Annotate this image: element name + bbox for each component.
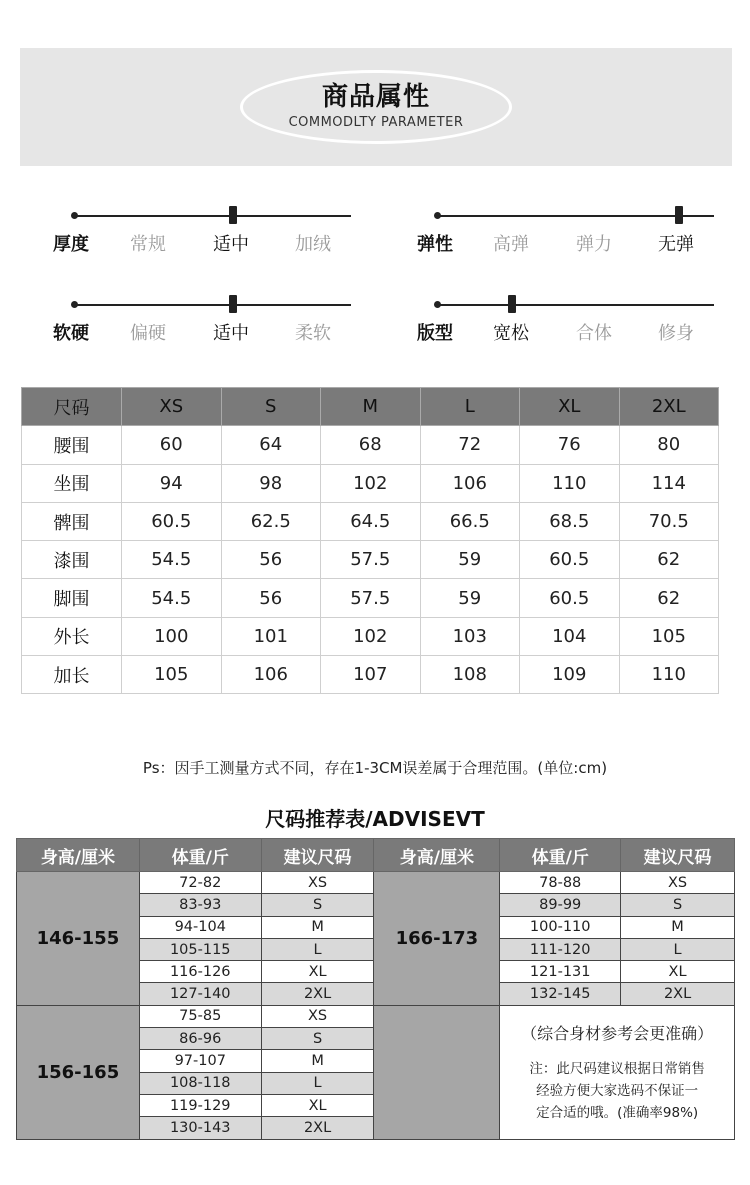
table-cell: 105	[619, 617, 719, 655]
column-header: M	[321, 388, 421, 426]
weight-cell: 86-96	[139, 1028, 261, 1050]
row-label: 脚围	[22, 579, 122, 617]
table-cell: 54.5	[122, 579, 222, 617]
table-cell: 60.5	[520, 579, 620, 617]
scale-line	[436, 215, 714, 217]
table-header-row	[17, 839, 735, 872]
weight-cell: 97-107	[139, 1050, 261, 1072]
attribute-elasticity	[417, 198, 714, 258]
page-title: 商品属性	[321, 82, 430, 112]
table-cell: 94	[122, 464, 222, 502]
option: 偏硬	[130, 323, 166, 344]
option: 高弹	[493, 234, 529, 255]
size-cell: XS	[261, 1005, 374, 1027]
table-cell: 68.5	[520, 502, 620, 540]
row-label: 外长	[22, 617, 122, 655]
row-label: 漆围	[22, 541, 122, 579]
weight-cell: 75-85	[139, 1005, 261, 1027]
empty-height-cell	[374, 1005, 500, 1139]
table-cell: 64	[221, 426, 321, 464]
table-row	[22, 426, 719, 464]
scale-marker	[508, 295, 516, 313]
table-cell: 108	[420, 656, 520, 694]
table-cell: 56	[221, 579, 321, 617]
option: 柔软	[295, 323, 331, 344]
table-cell: 80	[619, 426, 719, 464]
size-cell: L	[261, 1072, 374, 1094]
scale-dot	[434, 212, 441, 219]
option: 加绒	[295, 234, 331, 255]
size-cell: 2XL	[261, 983, 374, 1005]
table-cell: 60	[122, 426, 222, 464]
weight-cell: 119-129	[139, 1094, 261, 1116]
weight-cell: 132-145	[500, 983, 621, 1005]
table-cell: 60.5	[122, 502, 222, 540]
size-cell: XL	[261, 1094, 374, 1116]
table-cell: 70.5	[619, 502, 719, 540]
page-subtitle: COMMODLTY PARAMETER	[288, 115, 464, 130]
table-row	[22, 617, 719, 655]
table-cell: 68	[321, 426, 421, 464]
attribute-label: 版型	[417, 323, 453, 344]
weight-cell: 78-88	[500, 872, 621, 894]
size-cell: XS	[261, 872, 374, 894]
scale-dot	[71, 212, 78, 219]
size-cell: L	[621, 938, 735, 960]
column-header: L	[420, 388, 520, 426]
column-header: 身高/厘米	[374, 839, 500, 872]
size-cell: 2XL	[261, 1117, 374, 1139]
scale-marker	[229, 295, 237, 313]
table-row	[17, 1005, 735, 1027]
attribute-label: 软硬	[53, 323, 89, 344]
size-cell: 2XL	[621, 983, 735, 1005]
option: 修身	[658, 323, 694, 344]
scale-line	[73, 304, 351, 306]
table-cell: 66.5	[420, 502, 520, 540]
table-header-row	[22, 388, 719, 426]
table-row	[22, 541, 719, 579]
table-cell: 106	[420, 464, 520, 502]
scale-marker	[229, 206, 237, 224]
table-row	[22, 656, 719, 694]
table-cell: 57.5	[321, 541, 421, 579]
option: 常规	[130, 234, 166, 255]
table-cell: 100	[122, 617, 222, 655]
table-cell: 98	[221, 464, 321, 502]
weight-cell: 100-110	[500, 916, 621, 938]
size-cell: M	[261, 916, 374, 938]
option-selected: 宽松	[493, 323, 529, 344]
advise-table	[16, 838, 735, 1140]
column-header: 2XL	[619, 388, 719, 426]
scale-dot	[434, 301, 441, 308]
row-label: 加长	[22, 656, 122, 694]
table-row	[22, 502, 719, 540]
column-header: XL	[520, 388, 620, 426]
option: 弹力	[576, 234, 612, 255]
table-row	[22, 464, 719, 502]
table-cell: 62	[619, 579, 719, 617]
remark-line: 经验方便大家选码不保证一	[536, 1082, 699, 1099]
table-cell: 57.5	[321, 579, 421, 617]
remark-title: （综合身材参考会更准确）	[521, 1023, 714, 1043]
table-cell: 101	[221, 617, 321, 655]
option: 合体	[576, 323, 612, 344]
scale-dot	[71, 301, 78, 308]
column-header: XS	[122, 388, 222, 426]
size-cell: XS	[621, 872, 735, 894]
table-cell: 76	[520, 426, 620, 464]
column-header: 身高/厘米	[17, 839, 140, 872]
table-cell: 102	[321, 464, 421, 502]
table-cell: 60.5	[520, 541, 620, 579]
weight-cell: 121-131	[500, 961, 621, 983]
header-banner	[20, 48, 732, 166]
option-selected: 适中	[213, 234, 249, 255]
table-cell: 114	[619, 464, 719, 502]
scale-line	[73, 215, 351, 217]
remark-line: 注：此尺码建议根据日常销售	[529, 1060, 705, 1077]
remark-cell	[500, 1005, 735, 1139]
weight-cell: 108-118	[139, 1072, 261, 1094]
table-cell: 109	[520, 656, 620, 694]
table-cell: 56	[221, 541, 321, 579]
column-header: 体重/斤	[139, 839, 261, 872]
scale-line	[436, 304, 714, 306]
table-cell: 54.5	[122, 541, 222, 579]
size-cell: XL	[621, 961, 735, 983]
weight-cell: 116-126	[139, 961, 261, 983]
remark-line: 定合适的哦。(准确率98%)	[536, 1104, 699, 1121]
table-cell: 62.5	[221, 502, 321, 540]
table-cell: 110	[619, 656, 719, 694]
attribute-thickness	[53, 198, 351, 258]
table-row	[22, 579, 719, 617]
column-header: 建议尺码	[261, 839, 374, 872]
weight-cell: 83-93	[139, 894, 261, 916]
size-table	[21, 387, 719, 694]
column-header: S	[221, 388, 321, 426]
row-label: 腰围	[22, 426, 122, 464]
height-range: 166-173	[374, 872, 500, 1006]
table-cell: 104	[520, 617, 620, 655]
scale-marker	[675, 206, 683, 224]
table-cell: 72	[420, 426, 520, 464]
attribute-label: 厚度	[53, 234, 89, 255]
option-selected: 无弹	[658, 234, 694, 255]
table-cell: 110	[520, 464, 620, 502]
table-cell: 106	[221, 656, 321, 694]
height-range: 156-165	[17, 1005, 140, 1139]
size-cell: M	[621, 916, 735, 938]
column-header: 建议尺码	[621, 839, 735, 872]
table-cell: 62	[619, 541, 719, 579]
table-cell: 107	[321, 656, 421, 694]
advise-title: 尺码推荐表/ADVISEVT	[265, 807, 485, 831]
attribute-hardness	[53, 287, 351, 347]
option-selected: 适中	[213, 323, 249, 344]
attribute-label: 弹性	[417, 234, 453, 255]
table-cell: 103	[420, 617, 520, 655]
table-cell: 102	[321, 617, 421, 655]
attribute-fit	[417, 287, 714, 347]
size-cell: M	[261, 1050, 374, 1072]
weight-cell: 72-82	[139, 872, 261, 894]
weight-cell: 94-104	[139, 916, 261, 938]
weight-cell: 127-140	[139, 983, 261, 1005]
height-range: 146-155	[17, 872, 140, 1006]
table-cell: 59	[420, 579, 520, 617]
weight-cell: 89-99	[500, 894, 621, 916]
row-label: 髀围	[22, 502, 122, 540]
size-cell: S	[261, 1028, 374, 1050]
weight-cell: 105-115	[139, 938, 261, 960]
size-cell: S	[621, 894, 735, 916]
table-cell: 105	[122, 656, 222, 694]
size-cell: S	[261, 894, 374, 916]
size-cell: L	[261, 938, 374, 960]
table-cell: 59	[420, 541, 520, 579]
table-cell: 64.5	[321, 502, 421, 540]
row-label: 坐围	[22, 464, 122, 502]
measurement-note: Ps：因手工测量方式不同，存在1-3CM误差属于合理范围。(单位:cm)	[142, 759, 608, 777]
size-cell: XL	[261, 961, 374, 983]
weight-cell: 111-120	[500, 938, 621, 960]
weight-cell: 130-143	[139, 1117, 261, 1139]
column-header: 尺码	[22, 388, 122, 426]
table-row	[17, 872, 735, 894]
column-header: 体重/斤	[500, 839, 621, 872]
